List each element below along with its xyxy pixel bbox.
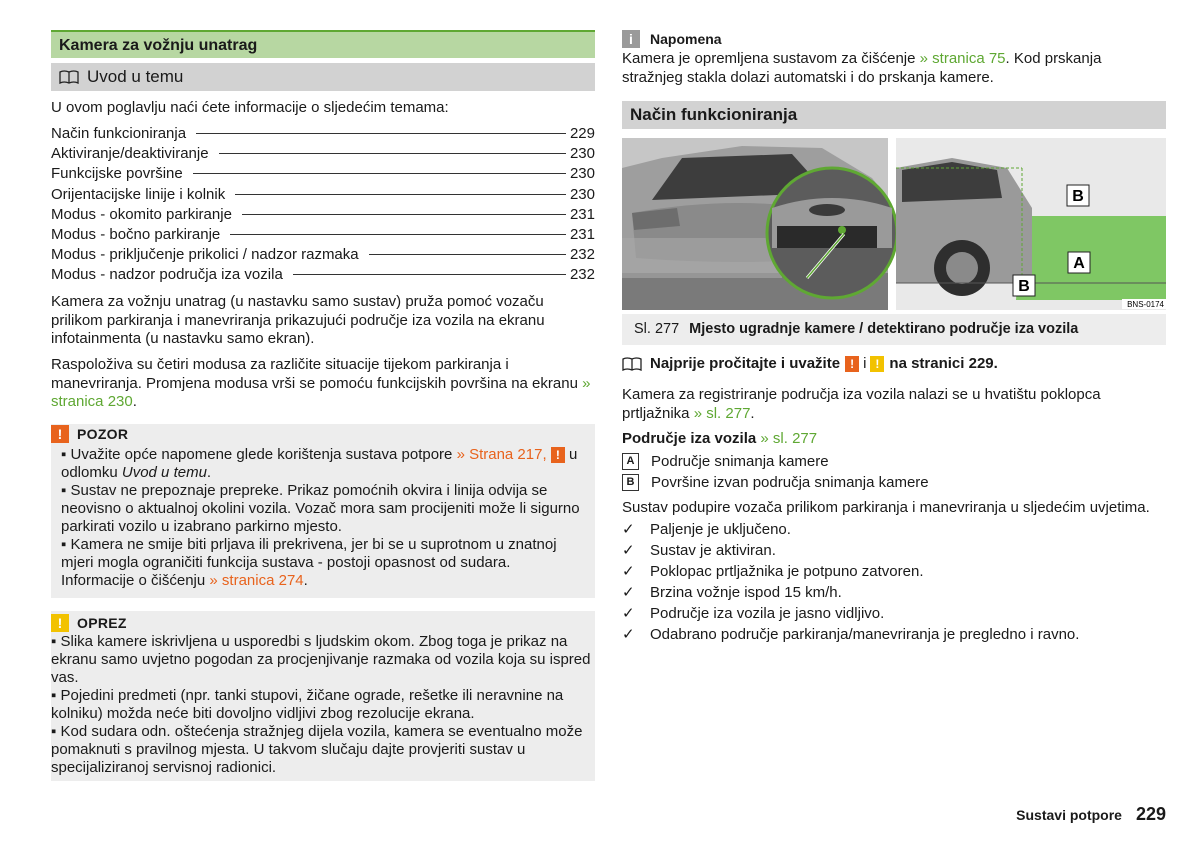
- section-title: Kamera za vožnju unatrag: [51, 30, 595, 58]
- check-icon: ✓: [622, 605, 635, 622]
- note-text: [622, 50, 1166, 87]
- toc-item[interactable]: [51, 265, 595, 285]
- toc-label: Način funkcioniranja: [51, 125, 187, 142]
- caution-title: OPREZ: [77, 615, 127, 631]
- condition-item: [622, 561, 1166, 582]
- toc-item[interactable]: [51, 205, 595, 225]
- caution-bullet: ▪ Slika kamere iskrivljena u usporedbi s ljudskim okom. Zbog toga je prikaz na ekranu samo uvjetno pogodan za procjenjivanje razmaka od vozila koja su ispred vas.: [51, 633, 591, 686]
- link-page-230[interactable]: » stranica 230: [51, 374, 591, 410]
- figure-label-a: A: [1073, 255, 1085, 272]
- read-first-text: Najprije pročitajte i uvažite: [650, 355, 841, 372]
- condition-item: [622, 540, 1166, 561]
- caution-bullet: ▪ Kod sudara odn. oštećenja stražnjeg dijela vozila, kamera se eventualno može pomaknuti s pravilnog mjesta. U takvom slučaju dajte provjeriti sustav u specijaliziranoj servisnoj radionici.: [51, 723, 583, 776]
- check-icon: ✓: [622, 563, 635, 580]
- condition-text: Poklopac prtljažnika je potpuno zatvoren.: [650, 563, 924, 580]
- footer-chapter: Sustavi potpore: [1016, 807, 1122, 823]
- warning-bullet-period: .: [206, 464, 212, 481]
- condition-item: [622, 603, 1166, 624]
- toc-leader: [235, 194, 566, 195]
- caution-text: [51, 633, 591, 777]
- toc-item[interactable]: [51, 245, 595, 265]
- figure-caption: [622, 314, 1166, 345]
- caption-number: Sl. 277: [634, 321, 680, 337]
- info-icon: i: [622, 30, 640, 48]
- toc-label: Modus - bočno parkiranje: [51, 225, 221, 243]
- warning-inline-icon: !: [845, 356, 859, 372]
- intro-title: Uvod u temu: [87, 67, 184, 86]
- figure-label-b2: B: [1018, 278, 1030, 295]
- para-system-intro: Kamera za vožnju unatrag (u nastavku samo sustav) pruža pomoć vozaču prilikom parkiranja i manevriranja prikazujući područje iza vozila na ekranu infotainmenta (u nastavku samo ekran).: [51, 293, 545, 347]
- legend-text: Površine izvan područja snimanja kamere: [651, 474, 929, 491]
- para-camera-location-end: .: [750, 404, 755, 422]
- condition-item: [622, 624, 1166, 645]
- figure-277: [622, 138, 1166, 312]
- toc-item[interactable]: [51, 185, 595, 205]
- book-icon: [622, 357, 642, 371]
- warning-bullet: ▪ Sustav ne prepoznaje prepreke. Prikaz pomoćnih okvira i linija odvija se neovisno o aktualnoj okolini vozila. Vozač mora sam procijeniti može li sigurno parkirati vozilo u izabrano parkirno mjesto.: [61, 482, 580, 535]
- toc-page: 232: [569, 266, 595, 284]
- warning-box: [51, 424, 595, 598]
- link-stranica-274[interactable]: » stranica 274: [209, 572, 304, 589]
- toc-leader: [193, 173, 566, 174]
- conditions-list: [622, 519, 1166, 645]
- check-icon: ✓: [622, 521, 635, 538]
- warning-text: [61, 446, 585, 590]
- toc-list: [51, 124, 595, 286]
- toc-page: 229: [569, 125, 595, 142]
- toc-page: 232: [569, 246, 595, 264]
- area-heading: [622, 430, 1166, 449]
- para-modes-text: Raspoloživa su četiri modusa za različite situacije tijekom parkiranja i manevriranja. Promjena modusa vrši se pomoću funkcijskih površina na ekranu: [51, 356, 583, 392]
- page-footer: [1016, 804, 1166, 825]
- legend-key: B: [622, 474, 639, 491]
- figure-label-b: B: [1072, 188, 1084, 205]
- toc-page: 231: [569, 205, 595, 223]
- toc-page: 230: [569, 165, 595, 183]
- legend-key: A: [622, 453, 639, 470]
- intro-lead: U ovom poglavlju naći ćete informacije o sljedećim temama:: [51, 99, 449, 116]
- para-camera-location: [622, 386, 1166, 423]
- legend-item: [622, 451, 1166, 472]
- toc-item[interactable]: [51, 225, 595, 245]
- read-first-line: [622, 355, 1166, 374]
- caution-icon: !: [51, 614, 69, 632]
- para-modes-end: .: [132, 393, 137, 410]
- condition-text: Paljenje je uključeno.: [650, 521, 791, 538]
- toc-label: Modus - okomito parkiranje: [51, 205, 232, 223]
- condition-text: Sustav je aktiviran.: [650, 542, 776, 559]
- toc-leader: [293, 274, 566, 275]
- condition-text: Odabrano područje parkiranja/manevriranja je pregledno i ravno.: [650, 626, 1080, 643]
- note-header: [622, 30, 722, 48]
- read-first-page: na stranici 229.: [889, 355, 998, 372]
- toc-label: Aktiviranje/deaktiviranje: [51, 145, 209, 163]
- toc-leader: [242, 214, 566, 215]
- toc-item[interactable]: [51, 124, 595, 144]
- note-text-a: Kamera je opremljena sustavom za čišćenje: [622, 50, 920, 67]
- condition-text: Područje iza vozila je jasno vidljivo.: [650, 605, 885, 622]
- check-icon: ✓: [622, 626, 635, 643]
- legend-item: [622, 472, 1166, 493]
- camera-figure-image: [622, 138, 1166, 312]
- book-icon: [59, 70, 79, 84]
- check-icon: ✓: [622, 542, 635, 559]
- warning-bullet-end: u odlomku: [61, 446, 578, 481]
- caution-inline-icon: !: [870, 356, 884, 372]
- footer-page-number: 229: [1135, 804, 1166, 824]
- toc-label: Modus - nadzor područja iza vozila: [51, 266, 283, 284]
- read-first-and: i: [863, 355, 867, 372]
- legend-text: Područje snimanja kamere: [651, 453, 829, 470]
- toc-label: Funkcijske površine: [51, 165, 183, 183]
- caution-bullet: ▪ Pojedini predmeti (npr. tanki stupovi, žičane ograde, rešetke ili neravnine na kolniku) možda neće biti dovoljno vidljivi zbog rezolucije ekrana.: [51, 687, 564, 722]
- toc-leader: [230, 234, 566, 235]
- figure-code: BNS-0174: [1127, 300, 1164, 309]
- warning-title: POZOR: [77, 426, 129, 442]
- note-text-b: . Kod prskanja stražnjeg stakla dolazi automatski i do prskanja kamere.: [622, 50, 1102, 86]
- warning-inline-icon: !: [551, 447, 565, 463]
- toc-page: 230: [569, 185, 595, 203]
- check-icon: ✓: [622, 584, 635, 601]
- condition-text: Brzina vožnje ispod 15 km/h.: [650, 584, 842, 601]
- toc-leader: [369, 254, 566, 255]
- link-strana-217[interactable]: » Strana 217,: [456, 446, 547, 463]
- warning-header: [51, 424, 128, 444]
- toc-item[interactable]: [51, 164, 595, 184]
- warning-bullet-text: ▪ Uvažite opće napomene glede korištenja sustava potpore: [61, 446, 457, 463]
- caution-header: [51, 613, 127, 633]
- toc-leader: [219, 153, 566, 154]
- caption-text: Mjesto ugradnje kamere / detektirano područje iza vozila: [689, 321, 1079, 337]
- toc-page: 231: [569, 225, 595, 243]
- legend-list: [622, 451, 1166, 493]
- caution-box: [51, 611, 595, 781]
- condition-item: [622, 519, 1166, 540]
- toc-leader: [196, 133, 566, 134]
- warning-bullet-italic: Uvod u temu: [121, 464, 207, 481]
- section-title-function: Način funkcioniranja: [622, 101, 1166, 129]
- warning-bullet: [61, 536, 585, 590]
- link-sl-277-area[interactable]: » sl. 277: [760, 430, 818, 447]
- para-modes: [51, 356, 595, 412]
- warning-bullet: [61, 446, 585, 482]
- toc-page: 230: [569, 145, 595, 163]
- toc-item[interactable]: [51, 144, 595, 164]
- warning-icon: !: [51, 425, 69, 443]
- intro-heading: [51, 63, 595, 91]
- warning-bullet-text: ▪ Kamera ne smije biti prljava ili prekrivena, jer bi se u suprotnom u znatnoj mjeri mogla ograničiti funkcija sustava - postoji opasnost od sudara. Informacije o čišćenju: [61, 536, 557, 589]
- toc-label: Modus - priključenje prikolici / nadzor razmaka: [51, 246, 359, 264]
- link-stranica-75[interactable]: » stranica 75: [919, 50, 1006, 67]
- link-sl-277[interactable]: » sl. 277: [693, 404, 751, 422]
- toc-label: Orijentacijske linije i kolnik: [51, 185, 226, 203]
- warning-bullet-period: .: [303, 572, 308, 589]
- area-heading-text: Područje iza vozila: [622, 430, 757, 447]
- note-title: Napomena: [650, 31, 722, 47]
- condition-item: [622, 582, 1166, 603]
- conditions-intro: Sustav podupire vozača prilikom parkiranja i manevriranja u sljedećim uvjetima.: [622, 499, 1150, 516]
- para-camera-location-text: Kamera za registriranje područja iza vozila nalazi se u hvatištu poklopca prtljažnika: [622, 386, 1101, 422]
